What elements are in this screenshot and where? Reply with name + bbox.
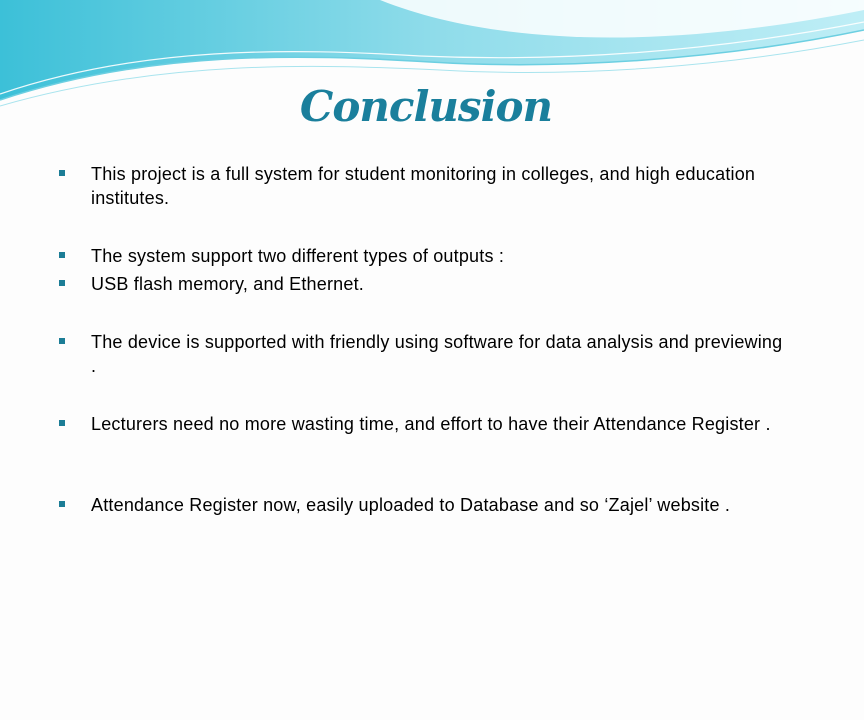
bullet-text: The device is supported with friendly using software for data analysis and previewing .	[91, 332, 783, 376]
square-bullet-icon	[59, 501, 65, 507]
bullet-text: Attendance Register now, easily uploaded to Database and so ‘Zajel’ website .	[91, 495, 731, 515]
square-bullet-icon	[59, 420, 65, 426]
bullet-text: Lecturers need no more wasting time, and effort to have their Attendance Register .	[91, 414, 771, 434]
bullet-text: This project is a full system for student monitoring in colleges, and high education institutes.	[91, 164, 756, 208]
page-title: Conclusion	[299, 82, 553, 131]
square-bullet-icon	[59, 280, 65, 286]
square-bullet-icon	[59, 338, 65, 344]
square-bullet-icon	[59, 170, 65, 176]
bullet-text: USB flash memory, and Ethernet.	[91, 274, 364, 294]
bullet-text: The system support two different types of outputs :	[91, 246, 505, 266]
square-bullet-icon	[59, 252, 65, 258]
